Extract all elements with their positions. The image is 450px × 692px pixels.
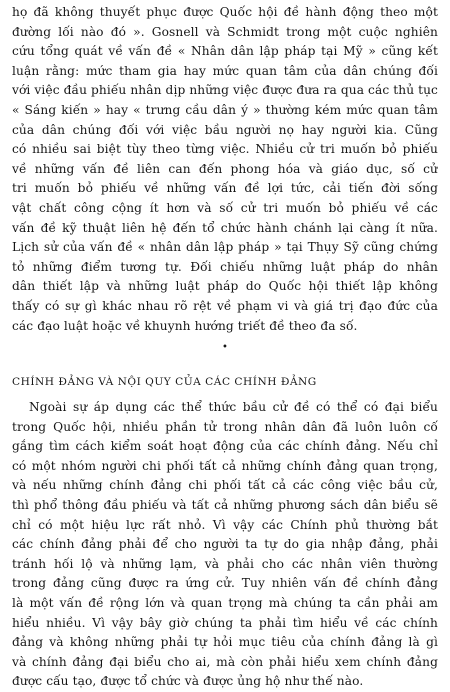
text-line: thì phổ thông đầu phiếu và tất cả những phương sách dân biểu sẽ <box>12 498 438 513</box>
text-line: trong Quốc hội, nhiều phần tử trong nhân dân đã luôn luôn cố <box>12 419 438 434</box>
text-line: là một vấn đề rộng lớn và quan trọng mà chúng ta cần phải am <box>12 596 438 611</box>
text-line: vật chất công cộng ít hơn và số cử tri muốn bỏ phiếu về các <box>12 200 438 215</box>
text-line: Lịch sử của vấn đề « nhân dân lập pháp » tại Thụy Sỹ cũng chứng <box>12 240 438 255</box>
text-line: chỉ có một hiệu lực rất nhỏ. Vì vậy các Chính phủ thường bắt <box>12 517 438 532</box>
paragraph-political-parties <box>12 398 438 692</box>
text-line: hiểu nhiều. Vì vậy bây giờ chúng ta phải tìm hiểu về các chính <box>12 615 438 630</box>
text-line: và chính đảng đại biểu cho ai, mà còn phải hiểu xem chính đảng <box>12 654 438 669</box>
text-line: dân thiết lập và những luật pháp do Quốc hội thiết lập không <box>12 279 438 294</box>
text-line: gắng tìm cách kiểm soát hoạt động của các chính đảng. Nếu chỉ <box>12 439 438 454</box>
text-line: trong đảng cũng được ra ứng cử. Tuy nhiên vấn đề chính đảng <box>12 576 438 591</box>
text-line: có nhiều sai biệt tùy theo từng việc. Nhiều cử tri muốn bỏ phiếu <box>12 142 438 157</box>
text-line: luận rằng: mức tham gia hay mức quan tâm của dân chúng đối <box>12 63 438 78</box>
text-line: của dân chúng đối với việc bầu người nọ hay người kia. Cũng <box>12 122 438 137</box>
text-line: có một nhóm người chi phối tất cả những chính đảng quan trọng, <box>12 458 438 473</box>
text-line: vấn đề kỹ thuật liên hệ đến tổ chức hành chánh lại càng ít nữa. <box>12 220 438 235</box>
text-line: và nếu những chính đảng chi phối tất cả các công việc bầu cử, <box>12 478 438 493</box>
text-line: tránh hối lộ và những lạm, và phải cho các nhân viên thường <box>12 556 438 571</box>
text-line: Ngoài sự áp dụng các thể thức bầu cử đề có thể có đại biểu <box>29 400 438 415</box>
text-line: với việc đầu phiếu nhân dịp những việc được đưa ra qua các thủ tục <box>12 83 438 98</box>
section-separator: • <box>222 342 228 354</box>
text-line: được cấu tạo, được tổ chức và được ủng hộ như thế nào. <box>12 674 364 689</box>
section-heading: CHÍNH ĐẢNG VÀ NỘI QUY CỦA CÁC CHÍNH ĐẢNG <box>12 376 317 389</box>
text-line: cứu tổng quát về vấn đề « Nhân dân lập pháp tại Mỹ » cũng kết <box>12 44 438 59</box>
text-line: các chính đảng phải để cho người ta tự do gia nhập đảng, phải <box>12 537 438 552</box>
text-line: « Sáng kiến » hay « trưng cầu dân ý » thường kém mức quan tâm <box>12 102 438 117</box>
text-line: các đạo luật hoặc về khuynh hướng triết đề theo đa số. <box>12 318 358 333</box>
paragraph-democracy-legislation <box>12 3 438 336</box>
text-line: đảng và không những phải tự hỏi mục tiêu của chính đảng là gì <box>12 635 438 650</box>
text-line: tỏ những điểm tương tự. Đối chiếu những luật pháp do nhân <box>12 259 438 274</box>
text-line: thấy có sự gì khác nhau rõ rệt về phạm vi và giá trị đạo đức của <box>12 298 438 313</box>
text-line: về những vấn đề liên can đến phong hóa và giáo dục, số cử <box>12 161 438 176</box>
text-line: họ đã không thuyết phục được Quốc hội đề hành động theo một <box>12 5 438 19</box>
text-line: đường lối nào đó ». Gosnell và Schmidt trong một cuộc nghiên <box>12 24 438 39</box>
text-line: tri muốn bỏ phiếu về những vấn đề lợi tức, cải tiến đời sống <box>12 181 438 196</box>
